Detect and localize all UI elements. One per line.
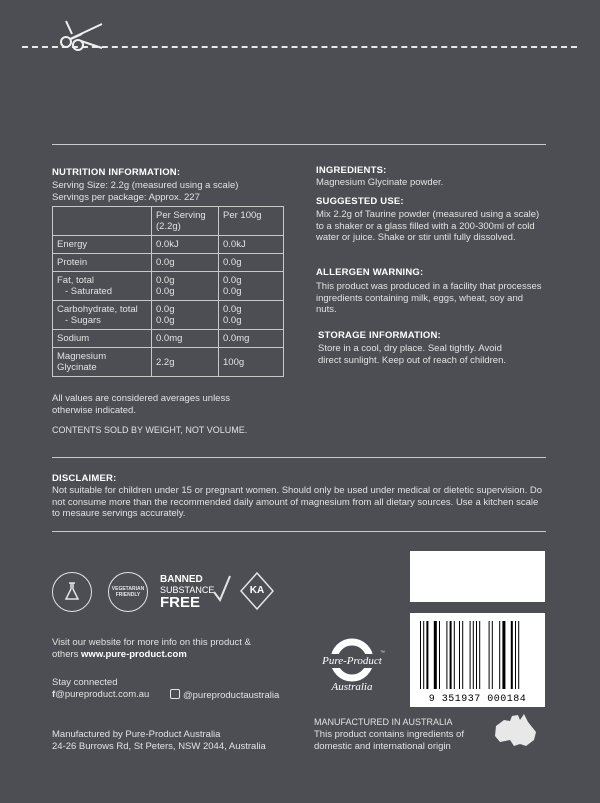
stay-connected: Stay connected (52, 677, 118, 688)
row-per100: 100g (219, 348, 284, 377)
row-per100: 0.0g (219, 254, 284, 272)
divider-top (52, 144, 546, 145)
banned-substance-free-badge (160, 575, 214, 611)
serving-size: Serving Size: 2.2g (measured using a scale) (52, 180, 239, 191)
vegetarian-badge (108, 572, 148, 612)
col-per-100g: Per 100g (219, 207, 284, 236)
table-row (53, 348, 284, 377)
lot-box (410, 551, 545, 602)
storage-text: Store in a cool, dry place. Seal tightly. Avoid direct sunlight. Keep out of reach of children. (318, 343, 507, 366)
row-serving-sub: 0.0g (156, 286, 175, 297)
table-row (53, 236, 284, 254)
checkmark-icon (212, 572, 232, 604)
row-label: Carbohydrate, total (57, 304, 138, 315)
vegetarian-label: VEGETARIAN FRIENDLY (111, 586, 145, 598)
ka-badge (240, 572, 274, 610)
table-row (53, 330, 284, 348)
instagram-icon (170, 689, 180, 699)
banned-line1: BANNED (160, 574, 203, 585)
ingredients-heading: INGREDIENTS: (316, 165, 387, 176)
brand-name: Pure-Product (322, 655, 382, 667)
row-per100: 0.0g (223, 275, 242, 286)
scissors-icon (58, 18, 106, 52)
suggested-use-text: Mix 2.2g of Taurine powder (measured using a scale) to a shaker or a glass filled with a 200-300ml of cold water or juice. Shake or stir until fully dissolved. (316, 209, 540, 243)
suggested-use-heading: SUGGESTED USE: (316, 196, 404, 207)
australia-map-icon (492, 712, 540, 750)
averages-note: All values are considered averages unless otherwise indicated. (52, 393, 230, 416)
website-text: Visit our website for more info on this product & others (52, 637, 251, 660)
brand-country: Australia (331, 681, 373, 693)
table-row (53, 301, 284, 330)
nutrition-heading: NUTRITION INFORMATION: (52, 167, 181, 178)
row-per100-sub: 0.0g (223, 315, 242, 326)
row-per100: 0.0kJ (219, 236, 284, 254)
row-per100: 0.0g (223, 304, 242, 315)
website-info (52, 637, 252, 660)
row-label: Protein (53, 254, 152, 272)
row-serving: 0.0g (156, 304, 175, 315)
row-serving: 0.0mg (152, 330, 219, 348)
servings-per-package: Servings per package: Approx. 227 (52, 192, 200, 203)
row-label: Fat, total (57, 275, 94, 286)
row-label: Sodium (53, 330, 152, 348)
barcode (410, 613, 545, 707)
facebook-link[interactable]: f@pureproduct.com.au (52, 689, 150, 700)
allergen-heading: ALLERGEN WARNING: (316, 267, 424, 278)
ka-label: KA (249, 585, 265, 596)
row-serving: 0.0kJ (152, 236, 219, 254)
row-label: Magnesium Glycinate (53, 348, 152, 377)
ingredients-text: Magnesium Glycinate powder. (316, 177, 444, 188)
facebook-icon: f (52, 689, 56, 700)
barcode-digits: 9 351937 000184 (428, 694, 527, 705)
manufacturer-line1: Manufactured by Pure-Product Australia (52, 729, 221, 740)
banned-line2: SUBSTANCE (160, 585, 215, 595)
allergen-text: This product was produced in a facility that processes ingredients containing milk, eggs, wheat, soy and nuts. (316, 281, 542, 315)
row-serving-sub: 0.0g (156, 315, 175, 326)
row-serving: 0.0g (152, 254, 219, 272)
disclaimer-heading: DISCLAIMER: (52, 473, 117, 484)
trademark: ™ (380, 650, 385, 656)
row-label: Energy (53, 236, 152, 254)
lab-tested-badge-icon (52, 572, 92, 612)
divider-bottom (52, 531, 546, 532)
website-link[interactable]: www.pure-product.com (81, 648, 187, 660)
made-in-text: This product contains ingredients of domestic and international origin (314, 729, 464, 752)
table-row (53, 254, 284, 272)
row-sublabel: - Saturated (65, 286, 112, 297)
row-per100: 0.0mg (219, 330, 284, 348)
row-per100-sub: 0.0g (223, 286, 242, 297)
weight-note: CONTENTS SOLD BY WEIGHT, NOT VOLUME. (52, 425, 248, 435)
instagram-link[interactable]: @pureproductaustralia (170, 689, 279, 702)
storage-heading: STORAGE INFORMATION: (318, 330, 441, 341)
made-in-heading: MANUFACTURED IN AUSTRALIA (314, 717, 453, 727)
banned-line3: FREE (160, 594, 201, 611)
row-sublabel: - Sugars (65, 315, 101, 326)
brand-logo (316, 636, 388, 696)
divider-middle (52, 457, 546, 458)
row-serving: 0.0g (156, 275, 175, 286)
nutrition-table (52, 206, 284, 377)
barcode-bars (410, 613, 545, 693)
disclaimer-text: Not suitable for children under 15 or pregnant women. Should only be used under medical or dietetic supervision. Do not consume more than the recommended daily amount of magnesium from all dietary sources. Use a kitchen scale to mesaure servings accurately. (52, 485, 543, 519)
manufacturer-line2: 24-26 Burrows Rd, St Peters, NSW 2044, Australia (52, 741, 266, 752)
row-serving: 2.2g (152, 348, 219, 377)
col-per-serving: Per Serving (2.2g) (152, 207, 219, 236)
table-row (53, 272, 284, 301)
